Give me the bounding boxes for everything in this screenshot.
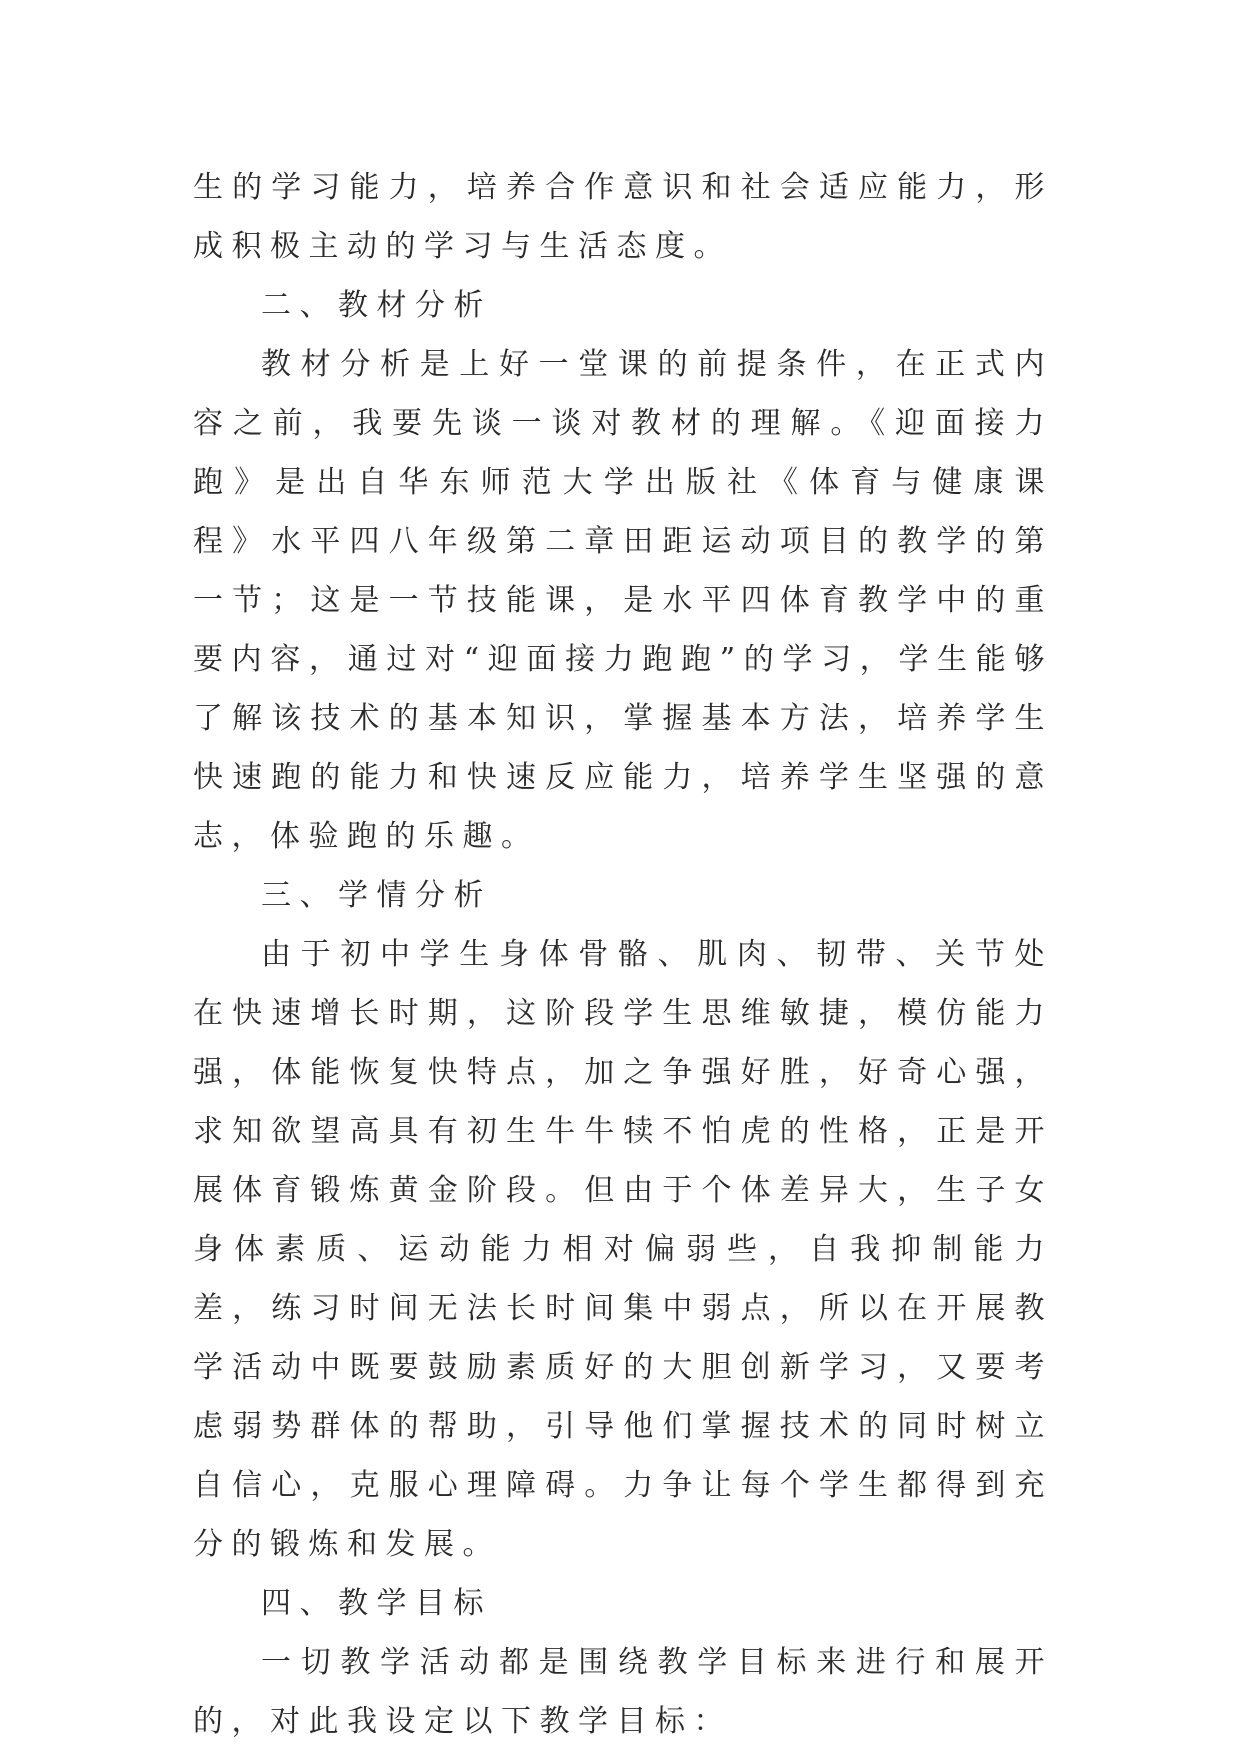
paragraph-textbook-analysis: 教材分析是上好一堂课的前提条件，在正式内容之前，我要先谈一谈对教材的理解。《迎面接力跑》是出自华东师范大学出版社《体育与健康课程》水平四八年级第二章田距运动项目的教学的第一节；这是一节技能课，是水平四体育教学中的重要内容，通过对“迎面接力跑跑”的学习，学生能够了解该技术的基本知识，掌握基本方法，培养学生快速跑的能力和快速反应能力，培养学生坚强的意志，体验跑的乐趣。	[193, 347, 1053, 854]
section-heading-textbook-analysis: 二、教材分析	[261, 288, 492, 323]
document-body	[193, 158, 1053, 1751]
paragraph-teaching-goals: 一切教学活动都是围绕教学目标来进行和展开的，对此我设定以下教学目标：	[193, 1645, 1053, 1739]
section-heading-teaching-goals: 四、教学目标	[261, 1586, 492, 1621]
section-heading-student-analysis: 三、学情分析	[261, 878, 492, 913]
paragraph-continued: 生的学习能力，培养合作意识和社会适应能力，形成积极主动的学习与生活态度。	[193, 170, 1053, 264]
paragraph-student-analysis: 由于初中学生身体骨骼、肌肉、韧带、关节处在快速增长时期，这阶段学生思维敏捷，模仿能力强，体能恢复快特点，加之争强好胜，好奇心强，求知欲望高具有初生牛牛犊不怕虎的性格，正是开展体育锻炼黄金阶段。但由于个体差异大，生子女身体素质、运动能力相对偏弱些，自我抑制能力差，练习时间无法长时间集中弱点，所以在开展教学活动中既要鼓励素质好的大胆创新学习，又要考虑弱势群体的帮助，引导他们掌握技术的同时树立自信心，克服心理障碍。力争让每个学生都得到充分的锻炼和发展。	[193, 937, 1053, 1562]
